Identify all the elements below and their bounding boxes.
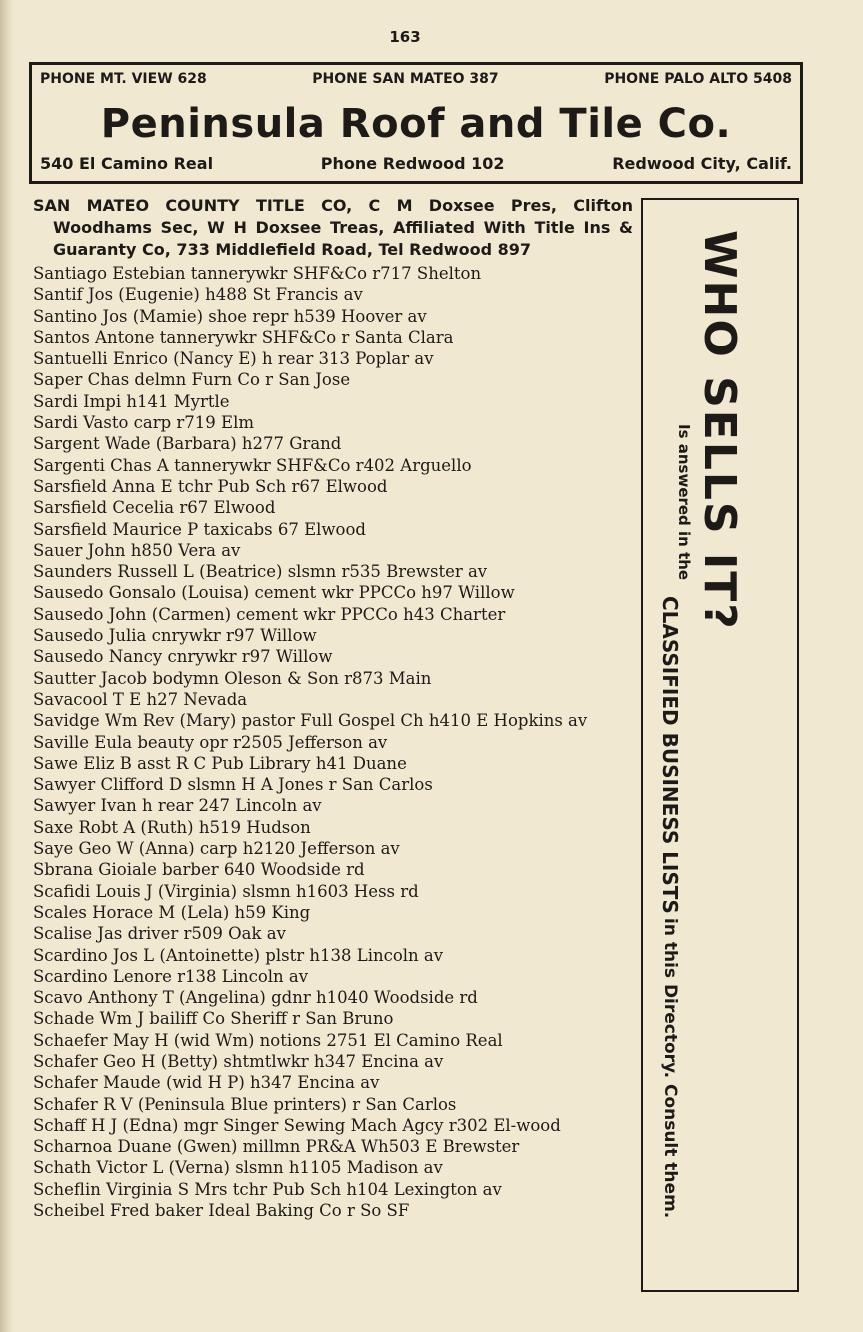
listing-entry: Scalise Jas driver r509 Oak av bbox=[33, 924, 286, 944]
listing-entry: Scardino Jos L (Antoinette) plstr h138 Lincoln av bbox=[33, 945, 444, 965]
listing-entry: Schafer Geo H (Betty) shtmtlwkr h347 Encina av bbox=[33, 1051, 444, 1071]
listing-entry: Schaefer May H (wid Wm) notions 2751 El Camino Real bbox=[33, 1030, 503, 1050]
listing-entry: Scheibel Fred baker Ideal Baking Co r So SF bbox=[33, 1201, 410, 1221]
listing-entry: Sargenti Chas A tannerywkr SHF&Co r402 Arguello bbox=[33, 455, 472, 475]
listing-entry: Sbrana Gioiale barber 640 Woodside rd bbox=[33, 860, 365, 880]
listing-entry: Schafer R V (Peninsula Blue printers) r San Carlos bbox=[33, 1094, 457, 1114]
listing-entry: Sarsfield Cecelia r67 Elwood bbox=[33, 498, 276, 518]
listing-entry: Sautter Jacob bodymn Oleson & Son r873 Main bbox=[33, 668, 432, 688]
ad-phone-row bbox=[40, 71, 792, 87]
listing-entry: Sardi Vasto carp r719 Elm bbox=[33, 413, 254, 433]
listing-entry: Sausedo John (Carmen) cement wkr PPCCo h43 Charter bbox=[33, 604, 506, 624]
listing-entry: Santino Jos (Mamie) shoe repr h539 Hoover av bbox=[33, 306, 427, 326]
directory-listings bbox=[33, 195, 633, 1221]
listing-entry: Scardino Lenore r138 Lincoln av bbox=[33, 966, 309, 986]
sidebar-answer: Is answered in the bbox=[675, 424, 693, 581]
listing-entry: Saper Chas delmn Furn Co r San Jose bbox=[33, 370, 351, 390]
listing-entry: Sawyer Ivan h rear 247 Lincoln av bbox=[33, 796, 322, 816]
listing-entry: Sarsfield Anna E tchr Pub Sch r67 Elwood bbox=[33, 476, 388, 496]
sidebar-question: WHO SELLS IT? bbox=[694, 230, 745, 631]
listing-entry: Saunders Russell L (Beatrice) slsmn r535 Brewster av bbox=[33, 562, 488, 582]
ad-street-address: 540 El Camino Real bbox=[40, 154, 214, 173]
sidebar-advertisement bbox=[641, 198, 799, 1292]
listing-entry: Santiago Estebian tannerywkr SHF&Co r717 Shelton bbox=[33, 264, 482, 283]
ad-phone-mt-view: PHONE MT. VIEW 628 bbox=[40, 71, 207, 87]
listing-entry: Santif Jos (Eugenie) h488 St Francis av bbox=[33, 285, 363, 305]
listing-entry: Scales Horace M (Lela) h59 King bbox=[33, 902, 311, 922]
listing-entry: Scavo Anthony T (Angelina) gdnr h1040 Woodside rd bbox=[33, 988, 478, 1008]
listing-entry: Saxe Robt A (Ruth) h519 Hudson bbox=[33, 817, 311, 837]
advertisement-box bbox=[29, 62, 803, 184]
page-number: 163 bbox=[389, 28, 421, 46]
ad-phone-san-mateo: PHONE SAN MATEO 387 bbox=[312, 71, 499, 87]
listing-entry: Santuelli Enrico (Nancy E) h rear 313 Poplar av bbox=[33, 349, 434, 369]
listing-entry: Schaff H J (Edna) mgr Singer Sewing Mach Agcy r302 El-wood bbox=[33, 1115, 561, 1135]
sidebar-classified: CLASSIFIED BUSINESS LISTS bbox=[658, 596, 682, 914]
page-spine-shadow bbox=[0, 0, 14, 1332]
listing-entries bbox=[33, 263, 633, 1221]
listing-entry: Savidge Wm Rev (Mary) pastor Full Gospel Ch h410 E Hopkins av bbox=[33, 711, 588, 731]
ad-phone-palo-alto: PHONE PALO ALTO 5408 bbox=[604, 71, 792, 87]
listing-entry: Schade Wm J bailiff Co Sheriff r San Bruno bbox=[33, 1009, 394, 1029]
sidebar-directory-note: in this Directory. Consult them. bbox=[660, 918, 680, 1219]
listing-entry: Scharnoa Duane (Gwen) millmn PR&A Wh503 E Brewster bbox=[33, 1137, 520, 1157]
listing-entry: Schafer Maude (wid H P) h347 Encina av bbox=[33, 1073, 380, 1093]
listing-entry: Sausedo Gonsalo (Louisa) cement wkr PPCCo h97 Willow bbox=[33, 583, 515, 603]
listing-entry: Scafidi Louis J (Virginia) slsmn h1603 Hess rd bbox=[33, 881, 419, 901]
listing-entry: Savacool T E h27 Nevada bbox=[33, 689, 248, 709]
listing-entry: Saville Eula beauty opr r2505 Jefferson av bbox=[33, 732, 388, 752]
listing-entry: Sarsfield Maurice P taxicabs 67 Elwood bbox=[33, 519, 366, 539]
featured-listing: SAN MATEO COUNTY TITLE CO, C M Doxsee Pres, Clifton Woodhams Sec, W H Doxsee Treas, Affiliated With Title Ins & Guaranty Co, 733 Middlefield Road, Tel Redwood 897 bbox=[33, 196, 633, 259]
listing-entry: Sawyer Clifford D slsmn H A Jones r San Carlos bbox=[33, 775, 433, 795]
listing-entry: Schath Victor L (Verna) slsmn h1105 Madison av bbox=[33, 1158, 443, 1178]
listing-entry: Saye Geo W (Anna) carp h2120 Jefferson av bbox=[33, 839, 400, 859]
ad-phone-redwood: Phone Redwood 102 bbox=[320, 154, 505, 173]
listing-entry: Santos Antone tannerywkr SHF&Co r Santa Clara bbox=[33, 327, 454, 347]
ad-city: Redwood City, Calif. bbox=[612, 154, 792, 173]
ad-address-row bbox=[40, 154, 792, 173]
ad-company-name: Peninsula Roof and Tile Co. bbox=[100, 101, 732, 147]
listing-entry: Sardi Impi h141 Myrtle bbox=[33, 391, 230, 411]
listing-entry: Sauer John h850 Vera av bbox=[33, 540, 241, 560]
listing-entry: Scheflin Virginia S Mrs tchr Pub Sch h104 Lexington av bbox=[33, 1179, 502, 1199]
listing-entry: Sargent Wade (Barbara) h277 Grand bbox=[33, 434, 342, 454]
listing-entry: Sawe Eliz B asst R C Pub Library h41 Duane bbox=[33, 753, 407, 773]
listing-entry: Sausedo Julia cnrywkr r97 Willow bbox=[33, 626, 317, 646]
listing-entry: Sausedo Nancy cnrywkr r97 Willow bbox=[33, 647, 333, 667]
